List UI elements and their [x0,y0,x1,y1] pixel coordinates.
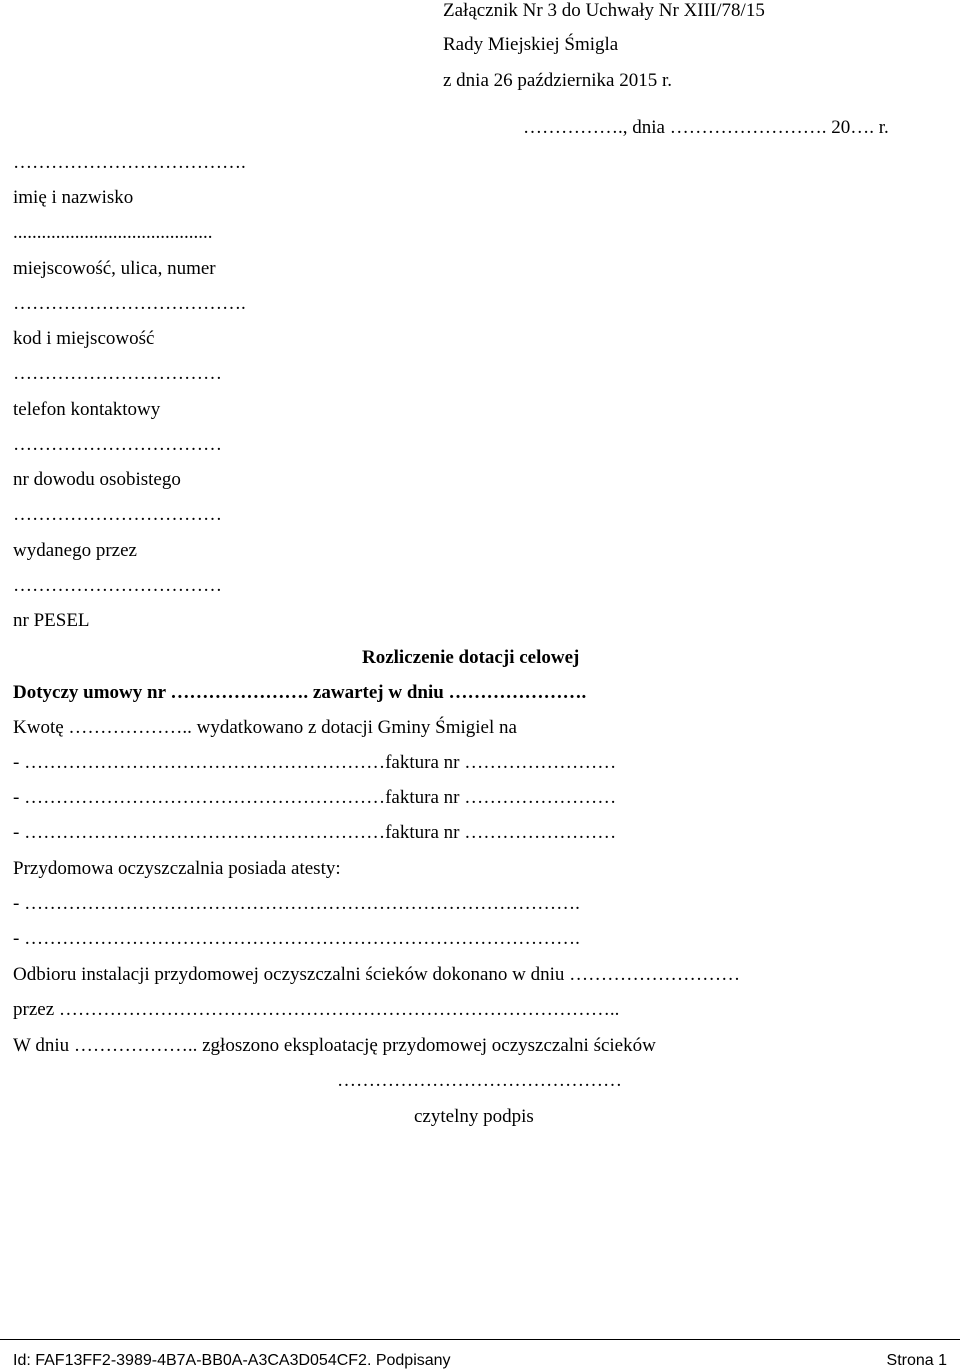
page-number: Strona 1 [886,1352,947,1369]
phone-label: telefon kontaktowy [13,399,161,420]
pesel-dots: …………………………… [13,575,222,596]
name-dots: ………………………………. [13,152,246,173]
name-label: imię i nazwisko [13,187,134,208]
phone-dots: …………………………… [13,363,222,384]
place-date-line: ……………., dnia ……………………. 20…. r. [523,117,889,138]
agreement-line: Dotyczy umowy nr …………………. zawartej w dniu …………………. [13,682,587,703]
acceptance-line: Odbioru instalacji przydomowej oczyszczalni ścieków dokonano w dniu ……………………… [13,964,741,985]
attachment-header-line2: Rady Miejskiej Śmigla [443,34,619,55]
invoice-line-1: - …………………………………………………faktura nr …………………… [13,752,617,773]
postal-code-label: kod i miejscowość [13,328,155,349]
document-title: Rozliczenie dotacji celowej [362,647,580,668]
invoice-line-3: - …………………………………………………faktura nr …………………… [13,822,617,843]
amount-line: Kwotę ……………….. wydatkowano z dotacji Gminy Śmigiel na [13,717,517,738]
operation-line: W dniu ……………….. zgłoszono eksploatację przydomowej oczyszczalni ścieków [13,1035,656,1056]
page-footer [0,1339,960,1372]
signature-label: czytelny podpis [414,1106,534,1127]
by-line: przez …………………………………………………………………………….. [13,999,620,1020]
invoice-line-2: - …………………………………………………faktura nr …………………… [13,787,617,808]
signature-dots: ……………………………………… [337,1070,622,1091]
address-dots: .......................................... [13,222,213,243]
pesel-label: nr PESEL [13,610,90,631]
postal-code-dots: ………………………………. [13,293,246,314]
issued-by-dots: …………………………… [13,504,222,525]
issued-by-label: wydanego przez [13,540,137,561]
attachment-header-line3: z dnia 26 października 2015 r. [443,70,672,91]
id-card-label: nr dowodu osobistego [13,469,181,490]
attachment-header-line1: Załącznik Nr 3 do Uchwały Nr XIII/78/15 [443,0,765,21]
id-card-dots: …………………………… [13,434,222,455]
address-label: miejscowość, ulica, numer [13,258,216,279]
document-id: Id: FAF13FF2-3989-4B7A-BB0A-A3CA3D054CF2. Podpisany [13,1352,451,1369]
certificate-line-1: - ……………………………………………………………………………. [13,893,580,914]
certificates-label: Przydomowa oczyszczalnia posiada atesty: [13,858,341,879]
certificate-line-2: - ……………………………………………………………………………. [13,928,580,949]
